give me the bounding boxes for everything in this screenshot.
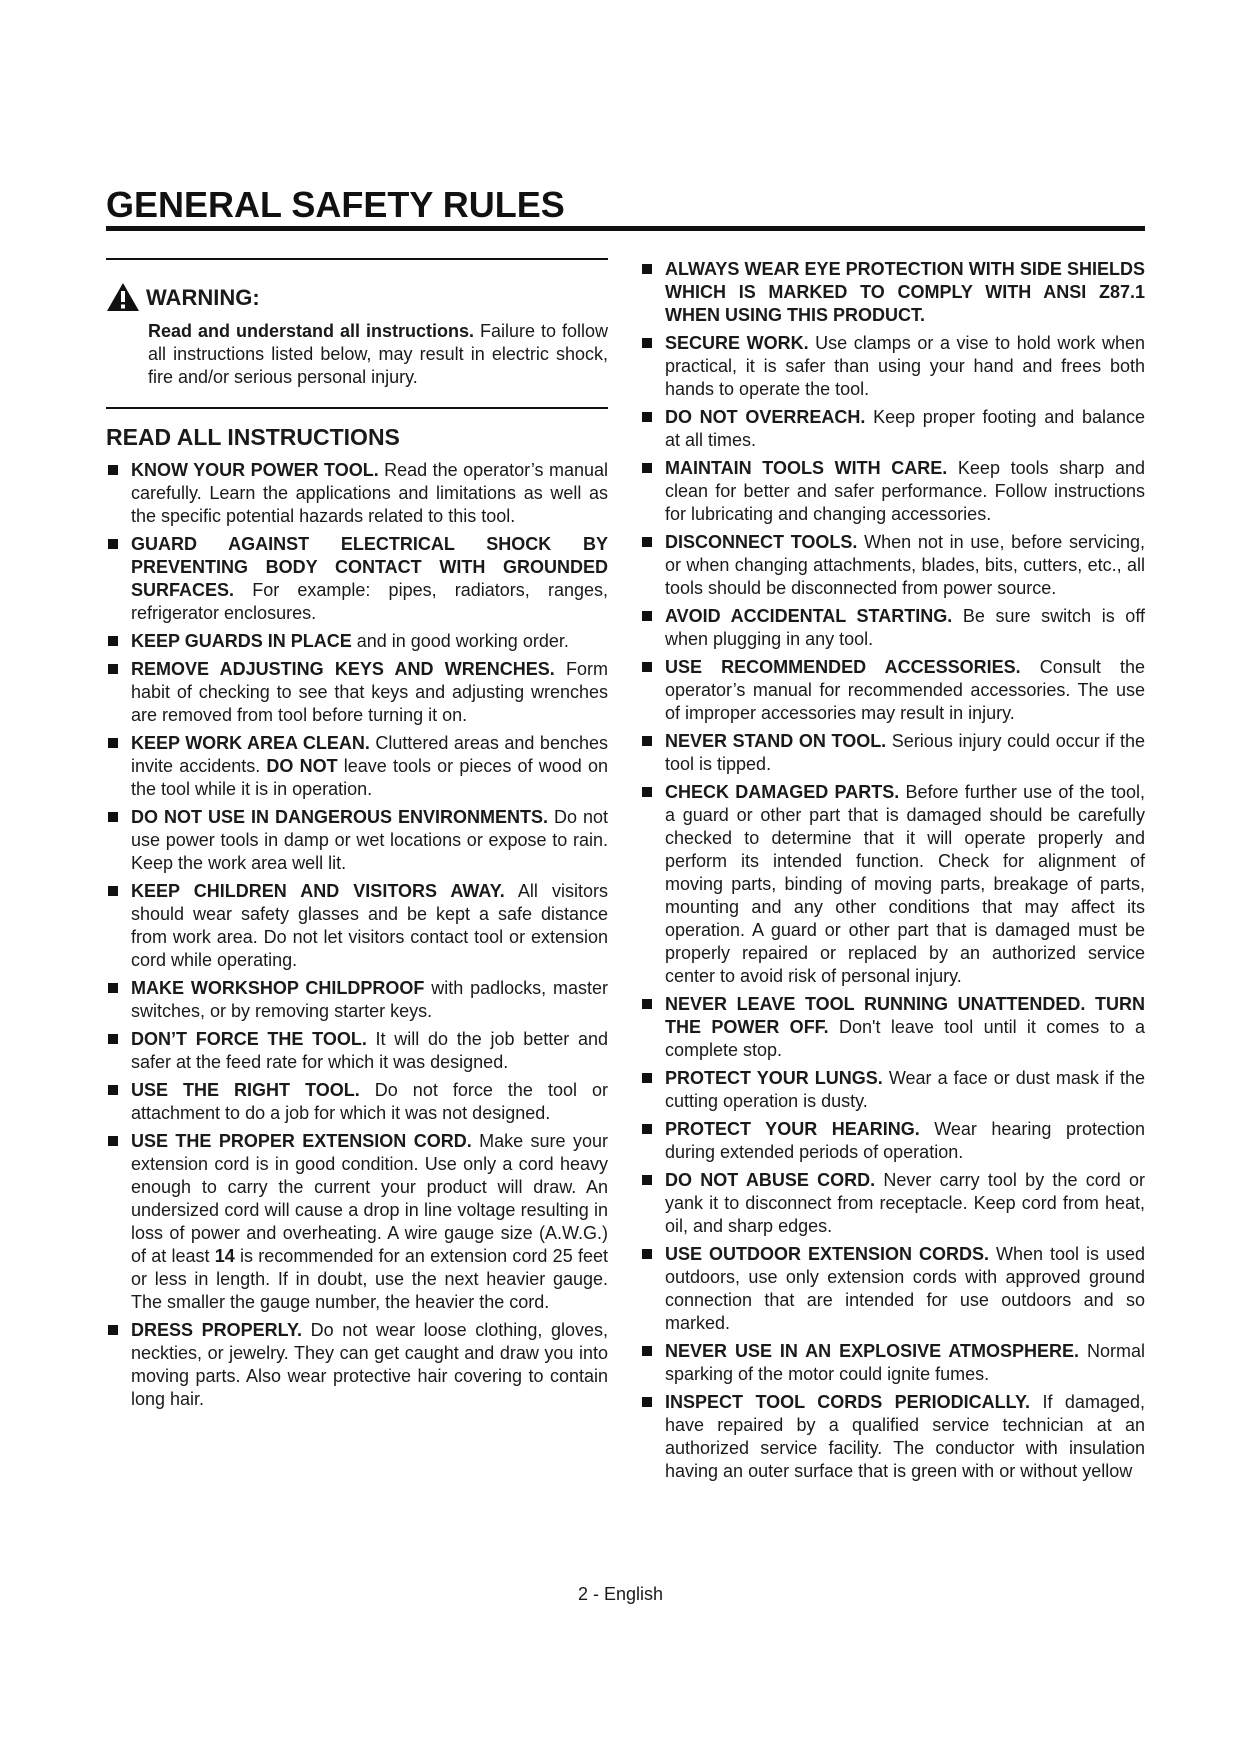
rule-item [640,993,1145,1062]
square-bullet-icon [108,539,118,549]
square-bullet-icon [108,738,118,748]
rule-heading: MAKE WORKSHOP CHILDPROOF [131,978,425,998]
rule-heading: DRESS PROPERLY. [131,1320,303,1340]
rule-text: Do not use power tools in damp or wet locations or expose to rain. Keep the work area well lit. [131,807,608,873]
warning-label: WARNING: [146,284,260,310]
square-bullet-icon [642,264,652,274]
square-bullet-icon [108,1034,118,1044]
rule-item [106,1028,608,1074]
warning-triangle-icon [106,282,140,312]
rule-heading: AVOID ACCIDENTAL STARTING. [665,606,953,626]
square-bullet-icon [642,1397,652,1407]
square-bullet-icon [642,999,652,1009]
square-bullet-icon [642,537,652,547]
rule-heading: PROTECT YOUR HEARING. [665,1119,920,1139]
rule-heading: KNOW YOUR POWER TOOL. [131,460,379,480]
rule-text: with padlocks, master switches, or by removing starter keys. [131,978,608,1021]
title-rule [106,226,1145,231]
rule-item [106,732,608,801]
rule-text: Read the operator’s manual carefully. Learn the applications and limitations as well as the specific potential hazards related to this tool. [131,460,608,526]
rule-text: Normal sparking of the motor could ignite fumes. [665,1341,1146,1384]
rule-item [106,1319,608,1411]
square-bullet-icon [642,662,652,672]
rule-text: Serious injury could occur if the tool is tipped. [665,731,1145,774]
rule-item [640,1169,1145,1238]
page-footer: 2 - English [577,1584,664,1604]
rule-heading: USE RECOMMENDED ACCESSORIES. [665,657,1021,677]
square-bullet-icon [642,338,652,348]
left-rules-list [106,459,608,1411]
rule-item [106,1079,608,1125]
rule-heading: NEVER STAND ON TOOL. [665,731,887,751]
warning-body: Failure to follow all instructions listed below, may result in electric shock, fire and/or serious personal injury. [148,321,608,387]
rule-text: When tool is used outdoors, use only extension cords with approved ground connection that are intended for use outdoors and so marked. [665,1244,1145,1333]
square-bullet-icon [108,886,118,896]
right-rules-list [640,258,1145,1483]
left-column [106,258,608,1416]
rule-heading: USE OUTDOOR EXTENSION CORDS. [665,1244,989,1264]
rule-text: Don't leave tool until it comes to a complete stop. [665,1017,1146,1060]
rule-item [106,459,608,528]
rule-item [640,656,1145,725]
rule-heading: CHECK DAMAGED PARTS. [665,782,900,802]
rule-item [640,730,1145,776]
rule-heading: ALWAYS WEAR EYE PROTECTION WITH SIDE SHIELDS WHICH IS MARKED TO COMPLY WITH ANSI Z87.1 WHEN USING THIS PRODUCT. [665,259,1145,325]
rule-heading: USE THE PROPER EXTENSION CORD. [131,1131,472,1151]
square-bullet-icon [642,787,652,797]
rule-text: Do not force the tool or attachment to do a job for which it was not designed. [131,1080,608,1123]
rule-text: Never carry tool by the cord or yank it to disconnect from receptacle. Keep cord from heat, oil, and sharp edges. [665,1170,1145,1236]
square-bullet-icon [642,412,652,422]
rule-heading: DO NOT ABUSE CORD. [665,1170,876,1190]
rule-text: Wear hearing protection during extended periods of operation. [665,1119,1146,1162]
rule-text: For example: pipes, radiators, ranges, refrigerator enclosures. [131,580,608,623]
rule-text: and in good working order. [351,631,569,651]
rule-heading: 14 [214,1246,235,1266]
square-bullet-icon [642,463,652,473]
rule-heading: GUARD AGAINST ELECTRICAL SHOCK BY PREVENTING BODY CONTACT WITH GROUNDED SURFACES. [131,534,608,600]
rule-heading: NEVER LEAVE TOOL RUNNING UNATTENDED. TURN THE POWER OFF. [665,994,1145,1037]
square-bullet-icon [642,611,652,621]
rule-item [640,1067,1145,1113]
rule-text: All visitors should wear safety glasses and be kept a safe distance from work area. Do not let visitors contact tool or extension cord while operating. [131,881,608,970]
rule-item [640,1118,1145,1164]
rule-item [640,332,1145,401]
rule-text: If damaged, have repaired by a qualified service technician at an authorized service facility. The conductor with insulation having an outer surface that is green with or without yellow [665,1392,1145,1481]
warning-text [148,320,608,389]
warning-box [106,258,608,409]
rule-item [640,406,1145,452]
rule-item [640,457,1145,526]
warning-heading [106,282,608,312]
rule-text: Do not wear loose clothing, gloves, neckties, or jewelry. They can get caught and draw you into moving parts. Also wear protective hair covering to contain long hair. [131,1320,608,1409]
rule-item [106,533,608,625]
square-bullet-icon [108,465,118,475]
square-bullet-icon [108,664,118,674]
square-bullet-icon [108,983,118,993]
square-bullet-icon [642,1175,652,1185]
rule-item [106,977,608,1023]
rule-item [640,1340,1145,1386]
rule-item [640,781,1145,988]
rule-text: Cluttered areas and benches invite accidents. [131,733,608,776]
rule-item [106,658,608,727]
square-bullet-icon [642,1346,652,1356]
rule-text: leave tools or pieces of wood on the tool while it is in operation. [131,756,608,799]
square-bullet-icon [642,1124,652,1134]
rule-heading: KEEP GUARDS IN PLACE [131,631,352,651]
rule-item [106,880,608,972]
rule-heading: PROTECT YOUR LUNGS. [665,1068,883,1088]
rule-text: Form habit of checking to see that keys and adjusting wrenches are removed from tool before turning it on. [131,659,608,725]
page-title: GENERAL SAFETY RULES [106,184,565,225]
rule-text: Be sure switch is off when plugging in any tool. [665,606,1145,649]
rule-text: Keep tools sharp and clean for better and safer performance. Follow instructions for lubricating and changing accessories. [665,458,1145,524]
rule-text: Use clamps or a vise to hold work when practical, it is safer than using your hand and frees both hands to operate the tool. [665,333,1145,399]
rule-text: is recommended for an extension cord 25 feet or less in length. If in doubt, use the next heavier gauge. The smaller the gauge number, the heavier the cord. [131,1246,608,1312]
rule-heading: DO NOT [266,756,338,776]
rule-text: Keep proper footing and balance at all times. [665,407,1146,450]
rule-heading: USE THE RIGHT TOOL. [131,1080,360,1100]
rule-heading: DISCONNECT TOOLS. [665,532,858,552]
rule-text: Make sure your extension cord is in good condition. Use only a cord heavy enough to carry the current your product will draw. An undersized cord will cause a drop in line voltage resulting in loss of power and overheating. A wire gauge size (A.W.G.) of at least [131,1131,608,1266]
rule-heading: MAINTAIN TOOLS WITH CARE. [665,458,948,478]
rule-item [640,1243,1145,1335]
rule-item [106,806,608,875]
rule-item [640,605,1145,651]
rule-text: Wear a face or dust mask if the cutting operation is dusty. [665,1068,1145,1111]
square-bullet-icon [108,1136,118,1146]
square-bullet-icon [108,636,118,646]
rule-item [640,531,1145,600]
rule-text: Before further use of the tool, a guard or other part that is damaged should be carefully checked to determine that it will operate properly and perform its intended function. Check for alignment of moving parts, binding of moving parts, breakage of parts, mounting and any other conditions that may affect its operation. A guard or other part that is damaged must be properly repaired or replaced by an authorized service center to avoid risk of personal injury. [665,782,1145,986]
rule-heading: INSPECT TOOL CORDS PERIODICALLY. [665,1392,1031,1412]
right-column [640,258,1145,1488]
rule-heading: DON’T FORCE THE TOOL. [131,1029,367,1049]
rule-heading: REMOVE ADJUSTING KEYS AND WRENCHES. [131,659,555,679]
rule-item [640,258,1145,327]
section-heading: READ ALL INSTRUCTIONS [106,424,400,450]
square-bullet-icon [642,1073,652,1083]
square-bullet-icon [108,1085,118,1095]
square-bullet-icon [108,1325,118,1335]
rule-heading: KEEP WORK AREA CLEAN. [131,733,370,753]
rule-item [106,630,608,653]
rule-text: It will do the job better and safer at the feed rate for which it was designed. [131,1029,608,1072]
rule-item [106,1130,608,1314]
square-bullet-icon [108,812,118,822]
rule-heading: DO NOT USE IN DANGEROUS ENVIRONMENTS. [131,807,548,827]
rule-heading: SECURE WORK. [665,333,809,353]
rule-text: When not in use, before servicing, or when changing attachments, blades, bits, cutters, etc., all tools should be disconnected from power source. [665,532,1145,598]
square-bullet-icon [642,736,652,746]
rule-item [640,1391,1145,1483]
rule-text: Consult the operator’s manual for recommended accessories. The use of improper accessories may result in injury. [665,657,1145,723]
square-bullet-icon [642,1249,652,1259]
warning-bold: Read and understand all instructions. [148,321,474,341]
rule-heading: NEVER USE IN AN EXPLOSIVE ATMOSPHERE. [665,1341,1080,1361]
rule-heading: KEEP CHILDREN AND VISITORS AWAY. [131,881,505,901]
rule-heading: DO NOT OVERREACH. [665,407,866,427]
